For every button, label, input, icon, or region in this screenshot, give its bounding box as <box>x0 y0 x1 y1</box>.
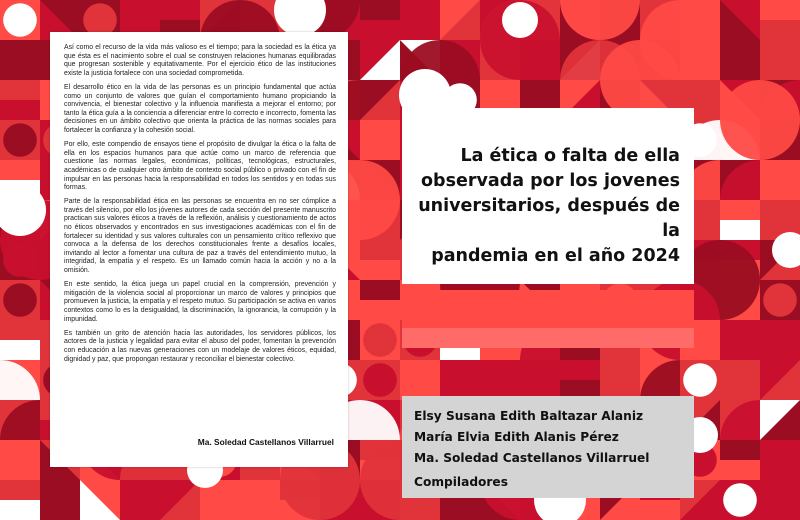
title-accent-strip-lower <box>402 328 694 348</box>
title-line-1: La ética o falta de ella <box>460 146 680 166</box>
back-cover-panel <box>50 32 348 467</box>
back-paragraph-6: Es también un grito de atención hacia las autoridades, los servidores públicos, los actores de la justicia y legalidad para evitar el abuso del poder, fomentan la prevención con educación a las nuevas generaciones con un modelaje de valores éticos, equidad, dignidad y paz, que propongan restaurar y reconciliar el bienestar colectivo. <box>64 329 336 363</box>
back-paragraph-2: El desarrollo ético en la vida de las personas es un principio fundamental que actúa como un conjunto de valores que guían el comportamiento humano propiciando la convivencia, el bienestar colectivo y la influencia manifiesta a mejorar el entorno; por tanto la ética guía a la conciencia a diferenciar entre lo correcto e incorrecto, fomenta las decisiones en un ámbito colectivo que orienta la práctica de las normas sociales para fortalecer la confianza y la cohesión social. <box>64 83 336 134</box>
back-paragraph-3: Por ello, este compendio de ensayos tiene el propósito de divulgar la ética o la falta de ella en los espacios humanos para que actúe como un marco de referencia que cuestione las normas legales, económicas, políticas, tecnológicas, estructurales, académicas o de cualquier otro ámbito de contexto social público o privado con el fin de impulsar en las personas hacia la responsabilidad en todos los sentidos y en todas sus formas. <box>64 141 336 192</box>
authors-role: Compiladores <box>414 475 508 489</box>
back-cover-text <box>64 44 336 370</box>
back-paragraph-1: Así como el recurso de la vida más valioso es el tiempo; para la sociedad es la ética ya que ésta es el nacimiento sobre el cual se construyen relaciones humanas equilibradas que progresan sostenible y equitativamente. Por el ejercicio ético de las instituciones existe la justicia fortalece con una sociedad comprometida. <box>64 44 336 77</box>
author-3: Ma. Soledad Castellanos Villarruel <box>414 451 650 465</box>
title-accent-strip <box>402 290 694 328</box>
back-paragraph-4: Parte de la responsabilidad ética en las personas se encuentra en no ser cómplice a través del silencio, por ello los jóvenes autores de cada sección del presente manuscrito practican sus valores éticos a través de la reflexión, análisis y cuestionamiento de actos no éticos observados y encontrados en sus investigaciones académicas con el fin de fortalecer su identidad y sus valores culturales con un pensamiento crítico reflexivo que convoca a la defensa de los derechos constitucionales frente a desafíos locales, invitando al lector a fomentar una cultura de paz a través del entendimiento mutuo, la integridad, la empatía y el respeto. Es un llamado común hacia la acción y no a la omisión. <box>64 198 336 275</box>
back-paragraph-5: En este sentido, la ética juega un papel crucial en la comprensión, prevención y mitigación de la violencia social al proporcionar un marco de valores y principios que promueven la justicia, la empatía y el respeto mutuo. Su participación se activa en varios contextos como lo es la desigualdad, la discriminación, la ignorancia, la corrupción y la impunidad. <box>64 281 336 323</box>
title-line-4: pandemia en el año 2024 <box>431 246 680 266</box>
title-line-2: observada por los jovenes <box>421 171 680 191</box>
author-2: María Elvia Edith Alanis Pérez <box>414 430 619 444</box>
authors-list <box>414 406 650 493</box>
author-1: Elsy Susana Edith Baltazar Alaniz <box>414 409 644 423</box>
title-line-3: universitarios, después de la <box>418 196 680 241</box>
title-panel <box>402 108 694 284</box>
authors-panel <box>402 396 694 498</box>
back-cover-signature: Ma. Soledad Castellanos Villarruel <box>197 437 334 447</box>
book-title <box>418 144 680 269</box>
